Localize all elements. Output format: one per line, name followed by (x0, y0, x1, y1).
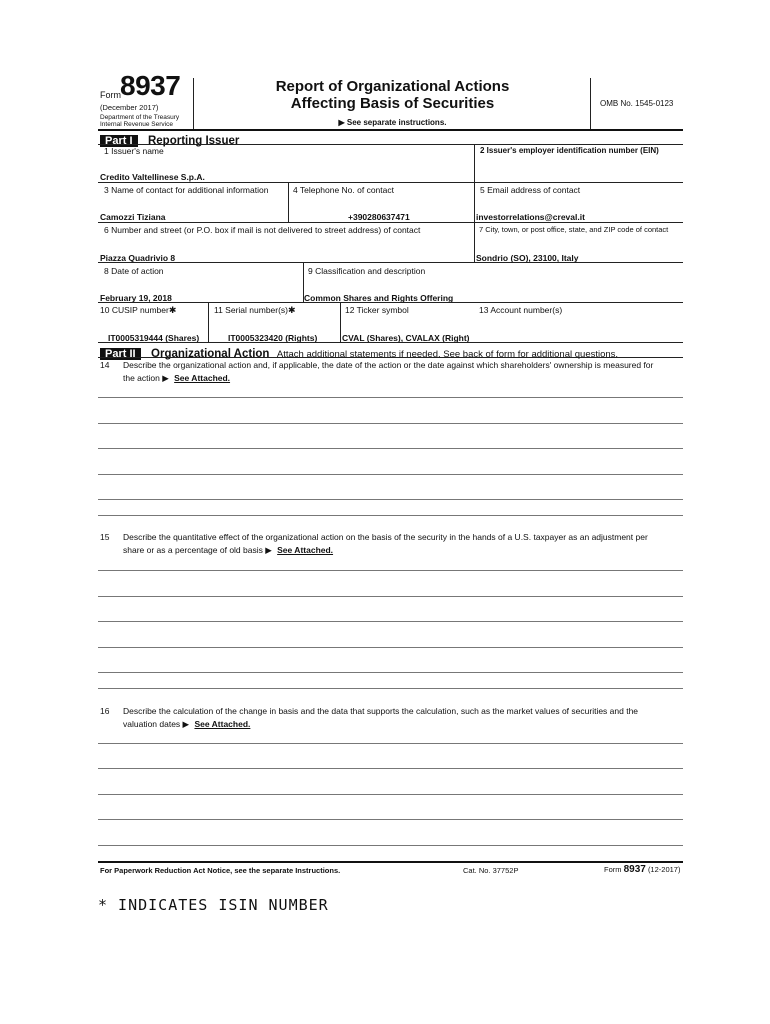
q16-line (98, 819, 683, 820)
paperwork-notice: For Paperwork Reduction Act Notice, see the separate Instructions. (100, 866, 341, 875)
field7-value[interactable]: Sondrio (SO), 23100, Italy (476, 253, 579, 263)
field12-label: 12 Ticker symbol (345, 305, 409, 315)
q14-prompt: the action ▶ (123, 373, 169, 383)
q14-line (98, 515, 683, 516)
field11-value[interactable]: IT0005323420 (Rights) (228, 333, 318, 343)
field8-value[interactable]: February 19, 2018 (100, 293, 172, 303)
q15-line (98, 647, 683, 648)
form-word: Form (100, 90, 121, 100)
field10-label-text: 10 CUSIP number (100, 305, 169, 315)
col-divider-10-11 (208, 302, 209, 342)
q14-line (98, 423, 683, 424)
q14-answer[interactable]: See Attached. (174, 373, 231, 383)
field6-label: 6 Number and street (or P.O. box if mail is not delivered to street address) of contact (104, 225, 421, 235)
q15-line (98, 672, 683, 673)
field5-value[interactable]: investorrelations@creval.it (476, 212, 585, 222)
q14-line (98, 499, 683, 500)
header-divider-right (590, 78, 591, 129)
col-divider-right (474, 144, 475, 262)
row6-rule (98, 262, 683, 263)
field10-value[interactable]: IT0005319444 (Shares) (108, 333, 200, 343)
field4-label: 4 Telephone No. of contact (293, 185, 394, 195)
handwritten-annotation: * INDICATES ISIN NUMBER (98, 896, 329, 914)
footer-form-number: 8937 (623, 864, 646, 875)
row8-rule (98, 302, 683, 303)
q16-line (98, 743, 683, 744)
q14-line (98, 397, 683, 398)
field1-value[interactable]: Credito Valtellinese S.p.A. (100, 172, 205, 182)
q16-line (98, 794, 683, 795)
field12-value[interactable]: CVAL (Shares), CVALAX (Right) (342, 333, 470, 343)
form-number: 8937 (120, 70, 181, 101)
field4-value[interactable]: +390280637471 (348, 212, 410, 222)
footer-rule (98, 861, 683, 863)
q16-answer[interactable]: See Attached. (194, 719, 251, 729)
field9-label: 9 Classification and description (308, 266, 426, 276)
q14-number: 14 (100, 360, 110, 370)
q14-line (98, 474, 683, 475)
footer-form-id (604, 864, 680, 875)
part2-subtitle: Attach additional statements if needed. See back of form for additional questions. (276, 349, 619, 360)
part1-title: Reporting Issuer (147, 135, 240, 147)
q15-line (98, 688, 683, 689)
field7-label: 7 City, town, or post office, state, and ZIP code of contact (479, 225, 669, 234)
footer-form-rev: (12-2017) (647, 865, 681, 874)
form-revision: (December 2017) (100, 103, 159, 112)
q16-prompt: valuation dates ▶ (123, 719, 190, 729)
row1-rule (98, 182, 683, 183)
field3-value[interactable]: Camozzi Tiziana (100, 212, 166, 222)
q16-line (98, 845, 683, 846)
q14-text-line1: Describe the organizational action and, if applicable, the date of the action or the date against which shareholders' ownership is measured for (123, 360, 654, 370)
q14-line (98, 448, 683, 449)
q15-line (98, 596, 683, 597)
header-divider-left (193, 78, 194, 129)
omb-number: OMB No. 1545-0123 (600, 99, 674, 108)
q16-number: 16 (100, 706, 110, 716)
field5-label: 5 Email address of contact (480, 185, 581, 195)
field3-label: 3 Name of contact for additional information (104, 185, 269, 195)
catalog-number: Cat. No. 37752P (463, 866, 519, 875)
form-label (100, 85, 121, 103)
department-text: Department of the Treasury (100, 114, 180, 121)
form-title-line1: Report of Organizational Actions (275, 78, 510, 95)
row10-rule (98, 342, 683, 343)
col-divider-mid (288, 182, 289, 222)
see-instructions: ▶ See separate instructions. (338, 118, 447, 127)
q15-answer[interactable]: See Attached. (277, 545, 334, 555)
q15-line (98, 621, 683, 622)
field6-value[interactable]: Piazza Quadrivio 8 (100, 253, 176, 263)
field2-label: 2 Issuer's employer identification number (EIN) (480, 146, 659, 155)
q15-line (98, 570, 683, 571)
part1-header-rule (98, 144, 683, 145)
q15-text-line2 (123, 545, 333, 556)
row3-rule (98, 222, 683, 223)
q14-text-line2 (123, 373, 230, 384)
form-title-line2: Affecting Basis of Securities (290, 95, 495, 112)
part1-tag: Part I (100, 135, 138, 147)
q16-text-line2 (123, 719, 250, 730)
field11-label-text: 11 Serial number(s) (214, 305, 289, 315)
asterisk-icon: ✱ (168, 305, 177, 315)
q16-line (98, 768, 683, 769)
field1-label: 1 Issuer's name (104, 146, 164, 156)
q15-number: 15 (100, 532, 110, 542)
field10-label (100, 305, 176, 316)
field11-label (214, 305, 296, 316)
field8-label: 8 Date of action (104, 266, 164, 276)
field13-label: 13 Account number(s) (479, 305, 563, 315)
part2-tag: Part II (100, 348, 141, 360)
q15-prompt: share or as a percentage of old basis ▶ (123, 545, 272, 555)
col-divider-11-12 (340, 302, 341, 342)
q16-text-line1: Describe the calculation of the change in basis and the data that supports the calculation, such as the market values of securities and the (123, 706, 639, 716)
asterisk-icon: ✱ (288, 305, 296, 315)
part2-header-rule (98, 357, 683, 358)
irs-text: Internal Revenue Service (100, 121, 173, 128)
field9-value[interactable]: Common Shares and Rights Offering (304, 293, 454, 303)
footer-form-word: Form (604, 865, 622, 874)
part2-title: Organizational Action (151, 348, 270, 360)
q15-text-line1: Describe the quantitative effect of the organizational action on the basis of the security in the hands of a U.S. taxpayer as an adjustment per (123, 532, 648, 542)
